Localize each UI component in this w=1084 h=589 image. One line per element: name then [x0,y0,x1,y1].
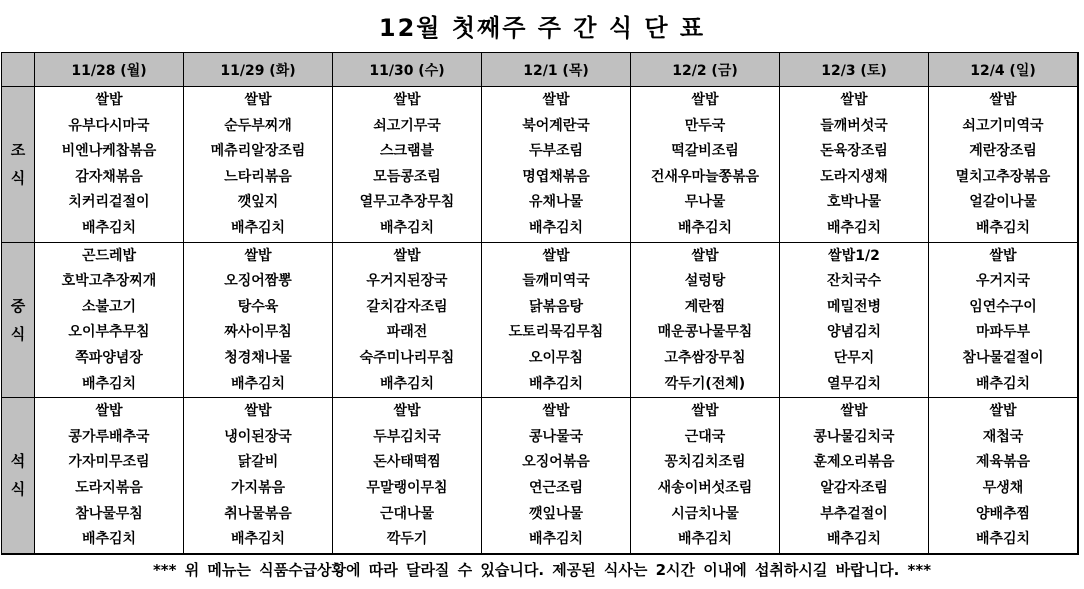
meal-label [2,242,35,398]
menu-item: 쌀밥 [840,92,868,108]
menu-item: 명엽채볶음 [522,168,590,185]
menu-item: 쌀밥 [244,92,272,108]
menu-item: 도토리묵김무침 [508,324,604,341]
menu-item: 제육볶음 [975,454,1031,471]
menu-item: 배추김치 [230,531,286,548]
menu-item: 쌀밥 [244,403,272,420]
menu-item: 배추김치 [81,375,137,392]
menu-item: 닭볶음탕 [528,298,584,315]
menu-item: 모듬콩조림 [373,168,441,185]
menu-item: 참나물무침 [75,505,143,522]
meal-row [2,398,1079,554]
menu-item: 유채나물 [528,194,584,211]
menu-cell [35,398,184,554]
menu-item: 설렁탕 [684,273,726,290]
menu-item: 쌀밥 [95,403,123,420]
menu-item: 계란찜 [684,298,726,315]
menu-cell [35,242,184,398]
menu-item: 배추김치 [81,219,137,236]
menu-item: 깻잎나물 [528,505,584,522]
menu-item: 닭갈비 [237,454,279,471]
menu-item: 냉이된장국 [224,428,292,445]
menu-cell [482,87,631,243]
menu-item: 청경채나물 [224,349,292,366]
corner-cell [2,53,35,87]
menu-item: 시금치나물 [671,505,739,522]
menu-item: 부추겉절이 [820,505,888,522]
menu-item: 배추김치 [230,219,286,236]
menu-cell [333,87,482,243]
footnote: *** 위 메뉴는 식품수급상황에 따라 달라질 수 있습니다. 제공된 식사는 2시간 이내에 섭취하시길 바랍니다. *** [152,561,932,579]
meal-row [2,242,1079,398]
menu-item: 돈사태떡찜 [373,454,441,471]
meal-label [2,87,35,243]
menu-item: 근대국 [684,428,726,445]
menu-item: 취나물볶음 [224,505,292,522]
menu-item: 콩나물국 [528,428,584,445]
menu-item: 쇠고기무국 [373,117,441,134]
menu-item: 고추쌈장무침 [664,349,746,366]
menu-item: 치커리겉절이 [68,194,150,211]
menu-item: 북어계란국 [522,117,590,134]
menu-item: 숙주미나리무침 [359,349,455,366]
menu-item: 쌀밥 [691,92,719,108]
menu-cell [780,87,929,243]
day-header: 11/28 (월) [35,53,184,87]
day-header: 12/2 (금) [631,53,780,87]
meal-label-char: 중 [10,296,26,315]
menu-item: 오이무침 [528,349,584,366]
menu-item: 얼갈이나물 [969,194,1037,211]
weekly-menu-table [1,52,1079,555]
menu-item: 쌀밥1/2 [828,247,880,264]
menu-item: 배추김치 [975,375,1031,392]
menu-item: 배추김치 [975,531,1031,548]
meal-label-char: 석 [10,452,26,471]
menu-item: 배추김치 [528,219,584,236]
menu-item: 짜사이무침 [224,324,292,341]
menu-item: 양념김치 [826,324,882,341]
menu-cell [780,398,929,554]
menu-item: 배추김치 [826,219,882,236]
meal-label-char: 식 [10,324,26,343]
menu-item: 콩나물김치국 [813,428,895,445]
menu-item: 쪽파양념장 [75,349,143,366]
menu-item: 배추김치 [975,219,1031,236]
menu-item: 무나물 [684,194,726,211]
menu-item: 파래전 [386,324,428,341]
menu-item: 도라지생채 [820,168,888,185]
menu-item: 순두부찌개 [224,117,292,134]
menu-item: 쌀밥 [95,92,123,108]
menu-item: 두부김치국 [373,428,441,445]
menu-item: 스크램블 [379,143,435,160]
menu-item: 콩가루배추국 [68,428,150,445]
menu-item: 무생채 [982,479,1024,496]
menu-item: 배추김치 [230,375,286,392]
menu-item: 도라지볶음 [75,479,143,496]
day-header: 11/29 (화) [184,53,333,87]
menu-item: 배추김치 [528,531,584,548]
menu-item: 가지볶음 [230,479,286,496]
menu-item: 갈치감자조림 [366,298,448,315]
menu-item: 열무김치 [826,375,882,392]
menu-item: 메밀전병 [826,298,882,315]
menu-item: 재첩국 [982,428,1024,445]
menu-item: 단무지 [833,349,875,366]
meal-label [2,398,35,554]
day-header: 12/4 (일) [929,53,1079,87]
menu-item: 두부조림 [528,143,584,160]
menu-item: 멸치고추장볶음 [955,168,1051,185]
menu-item: 쌀밥 [542,92,570,108]
menu-item: 쌀밥 [989,247,1017,264]
header-row [2,53,1079,87]
menu-item: 쌀밥 [691,403,719,420]
menu-item: 들깨버섯국 [820,117,888,134]
menu-item: 느타리볶음 [224,168,292,185]
menu-item: 깍두기 [386,531,428,548]
menu-cell [631,87,780,243]
menu-item: 오징어볶음 [522,454,590,471]
menu-item: 배추김치 [677,219,733,236]
menu-item: 매운콩나물무침 [657,324,753,341]
day-header: 12/3 (토) [780,53,929,87]
menu-item: 연근조림 [528,479,584,496]
menu-item: 떡갈비조림 [671,143,739,160]
menu-item: 무말랭이무침 [366,479,448,496]
menu-item: 마파두부 [975,324,1031,341]
menu-item: 쇠고기미역국 [962,117,1044,134]
menu-cell [184,87,333,243]
menu-item: 임연수구이 [969,298,1037,315]
menu-item: 쌀밥 [989,403,1017,420]
menu-item: 잔치국수 [826,273,882,290]
menu-cell [35,87,184,243]
menu-cell [333,242,482,398]
menu-item: 근대나물 [379,505,435,522]
menu-cell [929,87,1079,243]
menu-item: 깍두기(전체) [664,375,746,392]
menu-item: 쌀밥 [989,92,1017,108]
menu-item: 새송이버섯조림 [657,479,753,496]
meal-label-char: 식 [10,169,26,188]
menu-item: 호박나물 [826,194,882,211]
menu-cell [780,242,929,398]
menu-item: 배추김치 [677,531,733,548]
menu-item: 돈육장조림 [820,143,888,160]
menu-cell [929,242,1079,398]
menu-item: 열무고추장무침 [359,194,455,211]
menu-item: 우거지국 [975,273,1031,290]
menu-item: 계란장조림 [969,143,1037,160]
menu-item: 깻잎지 [237,194,279,211]
menu-item: 곤드레밥 [81,247,137,264]
menu-item: 참나물겉절이 [962,349,1044,366]
menu-item: 쌀밥 [393,403,421,420]
menu-item: 쌀밥 [542,403,570,420]
menu-item: 쌀밥 [542,247,570,264]
menu-cell [333,398,482,554]
menu-item: 탕수육 [237,298,279,315]
meal-label-char: 조 [10,141,26,160]
menu-item: 쌀밥 [393,92,421,108]
meal-label-char: 식 [10,480,26,499]
menu-item: 쌀밥 [691,247,719,264]
menu-item: 가자미무조림 [68,454,150,471]
menu-item: 메츄리알장조림 [210,143,306,160]
menu-item: 쌀밥 [244,247,272,264]
menu-cell [929,398,1079,554]
menu-item: 소불고기 [81,298,137,315]
menu-item: 배추김치 [826,531,882,548]
menu-cell [482,398,631,554]
menu-item: 배추김치 [81,531,137,548]
menu-item: 만두국 [684,117,726,134]
menu-item: 비엔나케찹볶음 [61,143,157,160]
day-header: 11/30 (수) [333,53,482,87]
menu-item: 배추김치 [528,375,584,392]
menu-item: 들깨미역국 [522,273,590,290]
menu-item: 감자채볶음 [75,168,143,185]
menu-item: 유부다시마국 [68,117,150,134]
menu-cell [482,242,631,398]
menu-cell [184,398,333,554]
menu-item: 배추김치 [379,219,435,236]
menu-item: 오징어짬뽕 [224,273,292,290]
menu-item: 쌀밥 [393,247,421,264]
page-title: 12월 첫째주 주 간 식 단 표 [378,14,706,42]
menu-item: 배추김치 [379,375,435,392]
menu-item: 알감자조림 [820,479,888,496]
menu-cell [184,242,333,398]
menu-item: 훈제오리볶음 [813,454,895,471]
menu-cell [631,398,780,554]
menu-item: 오이부추무침 [68,324,150,341]
menu-item: 우거지된장국 [366,273,448,290]
menu-item: 쌀밥 [840,403,868,420]
menu-item: 양배추찜 [975,505,1031,522]
menu-item: 호박고추장찌개 [61,273,157,290]
meal-row [2,87,1079,243]
menu-cell [631,242,780,398]
day-header: 12/1 (목) [482,53,631,87]
menu-item: 건새우마늘쫑볶음 [650,168,760,185]
menu-item: 꽁치김치조림 [664,454,746,471]
